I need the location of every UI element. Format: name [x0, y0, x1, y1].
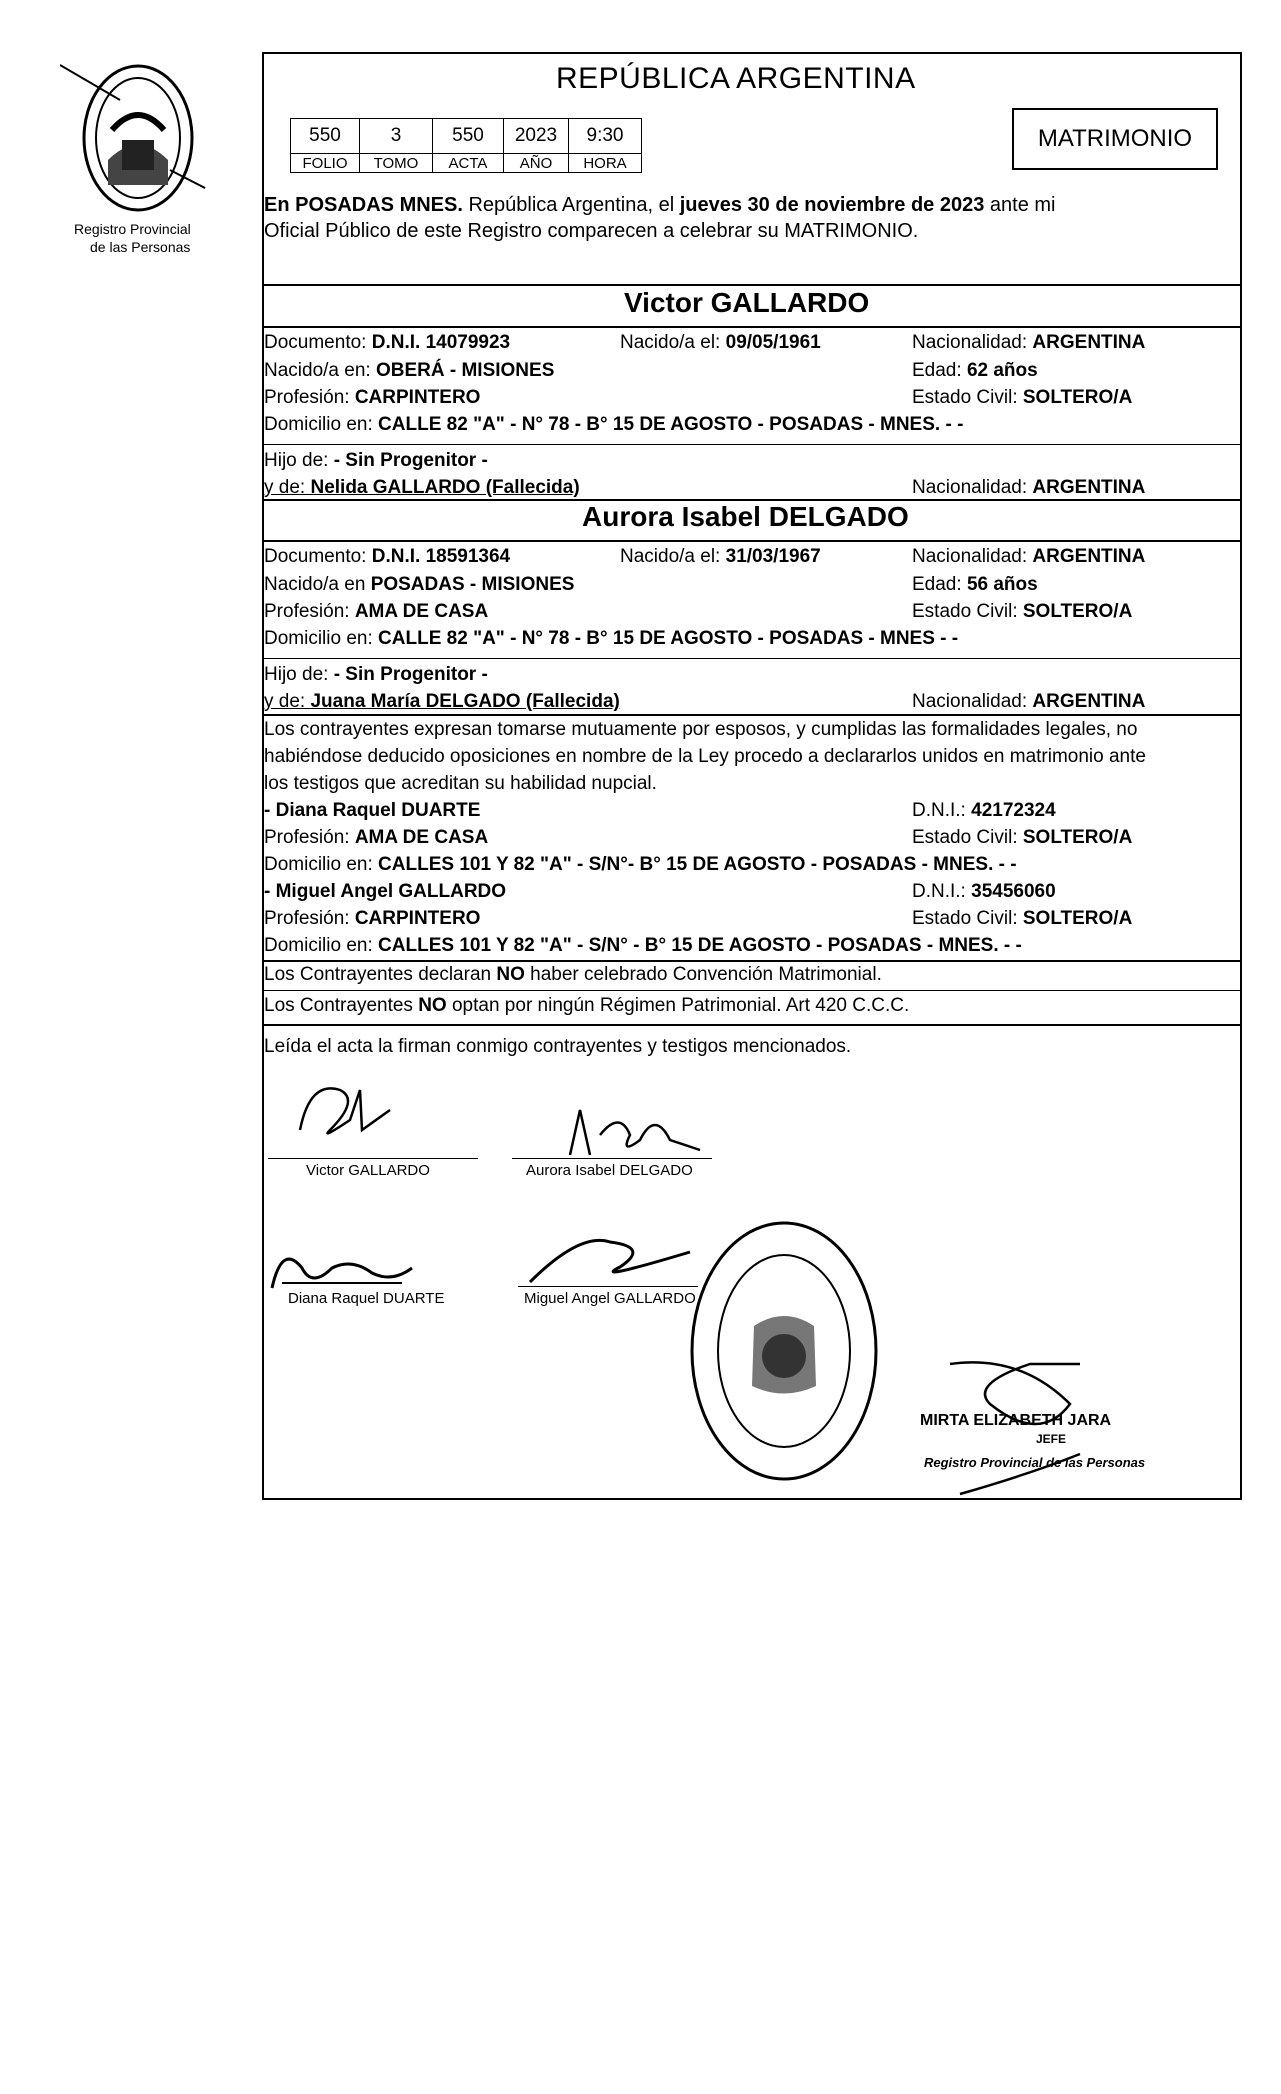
label: D.N.I.: [912, 881, 972, 902]
spouse2-parent-nacionalidad [912, 691, 1145, 713]
label: Domicilio en: [264, 628, 379, 649]
divider [262, 540, 1242, 542]
spouse1-nacido-en [264, 360, 554, 382]
acta-value: 550 [433, 119, 504, 154]
spouse1-edad [912, 360, 1038, 382]
label: Nacionalidad: [912, 546, 1033, 567]
value: D.N.I. 18591364 [371, 546, 511, 567]
folio-label: FOLIO [291, 154, 360, 173]
value: AMA DE CASA [354, 601, 489, 622]
spouse2-nacido-el [620, 546, 821, 568]
witness2-name: - Miguel Angel GALLARDO [264, 881, 507, 902]
label: Domicilio en: [264, 935, 379, 956]
value: SOLTERO/A [1022, 387, 1133, 408]
value: 35456060 [971, 881, 1056, 902]
label: Domicilio en: [264, 854, 379, 875]
witness2-estado-civil [912, 908, 1132, 930]
value: AMA DE CASA [354, 827, 489, 848]
witness2-domicilio [264, 935, 1022, 957]
label: Edad: [912, 574, 967, 595]
label: Hijo de: [264, 450, 334, 471]
signature-2-name: Aurora Isabel DELGADO [526, 1162, 693, 1179]
divider [262, 1024, 1242, 1026]
intro-place: En POSADAS MNES. [264, 194, 463, 216]
signature-4-name: Miguel Angel GALLARDO [524, 1290, 696, 1307]
divider [262, 960, 1242, 962]
label: Documento: [264, 546, 372, 567]
value: CALLE 82 "A" - N° 78 - B° 15 DE AGOSTO - POSADAS - MNES. - - [378, 414, 964, 435]
folio-value: 550 [291, 119, 360, 154]
official-name: MIRTA ELIZABETH JARA [920, 1412, 1112, 1429]
spouse2-hijo-de [264, 664, 488, 686]
value: OBERÁ - MISIONES [375, 360, 555, 381]
value: ARGENTINA [1032, 546, 1146, 567]
label: Profesión: [264, 387, 355, 408]
label: Estado Civil: [912, 387, 1023, 408]
spouse1-y-de [264, 477, 580, 499]
value: CALLES 101 Y 82 "A" - S/N°- B° 15 DE AGOSTO - POSADAS - MNES. - - [378, 854, 1017, 875]
label: y de: [264, 477, 311, 498]
signature-2-image [560, 1100, 720, 1160]
value: CALLE 82 "A" - N° 78 - B° 15 DE AGOSTO - POSADAS - MNES - - [378, 628, 959, 649]
divider [262, 284, 1242, 286]
spouse1-profesion [264, 387, 480, 409]
label: Estado Civil: [912, 601, 1023, 622]
value: - Sin Progenitor - [333, 450, 488, 471]
signature-line [268, 1158, 478, 1159]
closing-text: Leída el acta la firman conmigo contrayentes y testigos mencionados. [264, 1036, 852, 1057]
witness2-profesion [264, 908, 480, 930]
label: Documento: [264, 332, 372, 353]
intro-line-2: Oficial Público de este Registro comparecen a celebrar su MATRIMONIO. [264, 220, 919, 242]
text: Los Contrayentes [264, 995, 419, 1016]
value: D.N.I. 14079923 [371, 332, 511, 353]
logo-caption-2: de las Personas [90, 239, 191, 255]
signature-1-image [290, 1070, 410, 1150]
spouse2-domicilio [264, 628, 958, 650]
tomo-value: 3 [360, 119, 433, 154]
value: 09/05/1961 [725, 332, 821, 353]
label: Profesión: [264, 601, 355, 622]
label: Nacionalidad: [912, 691, 1033, 712]
divider [262, 658, 1242, 659]
spouse1-documento [264, 332, 510, 354]
spouse2-name: Aurora Isabel DELGADO [582, 501, 909, 532]
signature-4-image [520, 1222, 700, 1292]
value: SOLTERO/A [1022, 827, 1133, 848]
signature-1-name: Victor GALLARDO [306, 1162, 430, 1179]
value: Nelida GALLARDO (Fallecida) [310, 477, 580, 498]
intro-mid: República Argentina, el [462, 194, 680, 216]
text: Los Contrayentes declaran [264, 964, 497, 985]
label: Profesión: [264, 908, 355, 929]
declaration-line-3: los testigos que acreditan su habilidad nupcial. [264, 773, 657, 794]
declaration-line-2: habiéndose deducido oposiciones en nombre de la Ley procedo a declararlos unidos en matrimonio ante [264, 746, 1146, 767]
spouse2-nacido-en [264, 574, 574, 596]
spouse1-hijo-de [264, 450, 488, 472]
acta-label: ACTA [433, 154, 504, 173]
spouse2-estado-civil [912, 601, 1132, 623]
document-title: REPÚBLICA ARGENTINA [556, 62, 916, 95]
spouse2-profesion [264, 601, 488, 623]
declaration-line-1: Los contrayentes expresan tomarse mutuamente por esposos, y cumplidas las formalidades legales, no [264, 719, 1138, 740]
label: Nacido/a en: [264, 360, 376, 381]
label: Nacido/a el: [620, 546, 726, 567]
intro-date: jueves 30 de noviembre de 2023 [679, 194, 985, 216]
value: Juana María DELGADO (Fallecida) [310, 691, 620, 712]
spouse2-edad [912, 574, 1038, 596]
value: - Sin Progenitor - [333, 664, 488, 685]
spouse1-domicilio [264, 414, 963, 436]
value: SOLTERO/A [1022, 908, 1133, 929]
record-table [290, 118, 642, 173]
intro-line-1 [264, 194, 1056, 216]
spouse1-estado-civil [912, 387, 1132, 409]
spouse2-nacionalidad [912, 546, 1145, 568]
declaration [264, 716, 1240, 797]
label: Nacido/a en [264, 574, 371, 595]
spouse1-name: Victor GALLARDO [624, 287, 870, 318]
value: POSADAS - MISIONES [370, 574, 575, 595]
divider [262, 990, 1242, 991]
label: Hijo de: [264, 664, 334, 685]
value: 56 años [966, 574, 1038, 595]
value: ARGENTINA [1032, 477, 1146, 498]
ano-value: 2023 [504, 119, 569, 154]
official-role: JEFE [1036, 1432, 1067, 1446]
label: Estado Civil: [912, 908, 1023, 929]
witness1-profesion [264, 827, 488, 849]
spouse2-y-de [264, 691, 620, 713]
spouse1-nacionalidad [912, 332, 1145, 354]
value: SOLTERO/A [1022, 601, 1133, 622]
divider [262, 326, 1242, 328]
value: ARGENTINA [1032, 691, 1146, 712]
label: y de: [264, 691, 311, 712]
convention-b [264, 995, 909, 1017]
witness2-dni [912, 881, 1056, 903]
label: Edad: [912, 360, 967, 381]
witness1-name: - Diana Raquel DUARTE [264, 800, 481, 821]
text: NO [418, 995, 447, 1016]
spouse1-parent-nacionalidad [912, 477, 1145, 499]
hora-label: HORA [569, 154, 642, 173]
province-logo [60, 60, 210, 220]
official-org: Registro Provincial de las Personas [924, 1455, 1146, 1470]
text: NO [496, 964, 525, 985]
text: haber celebrado Convención Matrimonial. [524, 964, 882, 985]
value: CARPINTERO [354, 387, 481, 408]
record-type-box: MATRIMONIO [1012, 108, 1218, 170]
value: ARGENTINA [1032, 332, 1146, 353]
label: Nacionalidad: [912, 477, 1033, 498]
value: 62 años [966, 360, 1038, 381]
label: D.N.I.: [912, 800, 972, 821]
text: optan por ningún Régimen Patrimonial. Art 420 C.C.C. [446, 995, 910, 1016]
logo-caption-1: Registro Provincial [74, 221, 191, 237]
value: 42172324 [971, 800, 1056, 821]
ano-label: AÑO [504, 154, 569, 173]
label: Domicilio en: [264, 414, 379, 435]
witness1-dni [912, 800, 1056, 822]
signature-line [512, 1158, 712, 1159]
label: Nacido/a el: [620, 332, 726, 353]
official-seal [684, 1216, 884, 1486]
value: 31/03/1967 [725, 546, 821, 567]
spouse2-documento [264, 546, 510, 568]
tomo-label: TOMO [360, 154, 433, 173]
intro-end: ante mi [984, 194, 1056, 216]
label: Profesión: [264, 827, 355, 848]
value: CALLES 101 Y 82 "A" - S/N° - B° 15 DE AGOSTO - POSADAS - MNES. - - [378, 935, 1022, 956]
label: Estado Civil: [912, 827, 1023, 848]
value: CARPINTERO [354, 908, 481, 929]
label: Nacionalidad: [912, 332, 1033, 353]
witness1-estado-civil [912, 827, 1132, 849]
signature-3-image [262, 1238, 422, 1298]
witness1-domicilio [264, 854, 1017, 876]
spouse1-nacido-el [620, 332, 821, 354]
divider [262, 444, 1242, 445]
convention-a [264, 964, 882, 986]
signature-3-name: Diana Raquel DUARTE [288, 1290, 445, 1307]
hora-value: 9:30 [569, 119, 642, 154]
signature-line [518, 1286, 698, 1287]
